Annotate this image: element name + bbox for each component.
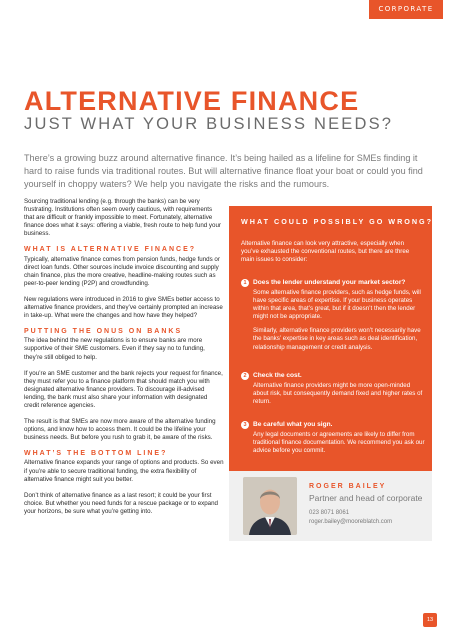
paragraph: Similarly, alternative finance providers won’t necessarily have the banks’ expertise in key areas such as deal identification, relationship management or credit analysis. <box>253 327 421 351</box>
paragraph: Alternative finance providers might be more open-minded about risk, but consequently demand fixed and higher rates of return. <box>253 382 423 406</box>
profile-photo <box>243 477 297 535</box>
paragraph: The idea behind the new regulations is to ensure banks are more supportive of their SME customers. Even if they say no to funding, they’re still obliged to help. <box>24 337 205 361</box>
article-intro: There’s a growing buzz around alternative finance. It’s being hailed as a lifeline for SMEs finding it hard to raise funds via traditional routes. But will alternative finance float your boat or could you find yourself in choppy waters? We help you navigate the risks and the rumours. <box>24 153 423 189</box>
paragraph: Sourcing traditional lending (e.g. through the banks) can be very frustrating. Institutions often seem overly cautious, with requirements that are difficult or frankly impossible to meet. Fortunately, alternative finance does what it says: offering a viable, fresh route to help fund your business. <box>24 198 221 238</box>
sidebar-item-body <box>253 289 425 358</box>
sidebar-intro: Alternative finance can look very attractive, especially when you’ve exhausted the conventional routes, but there are three main issues to consider: <box>241 240 410 264</box>
paragraph: Some alternative finance providers, such as hedge funds, will have specific areas of expertise. If your business operates within that area, that’s great, but if it doesn’t then the lender might not be appropriate. <box>253 289 421 321</box>
contact-phone[interactable]: 023 8071 8061 <box>309 510 350 516</box>
paragraph: New regulations were introduced in 2016 to give SMEs better access to alternative finance providers, and they’ve certainly prompted an increase in take-up. What were the changes and how have they helped? <box>24 295 223 320</box>
article-body <box>24 198 224 524</box>
contact-email[interactable]: roger.bailey@mooreblatch.com <box>309 519 393 525</box>
sidebar-box <box>229 206 432 471</box>
paragraph: Any legal documents or agreements are likely to differ from traditional finance documentation. We recommend you ask our advice before you commit. <box>253 431 425 455</box>
sidebar-item-body <box>253 431 425 461</box>
section-heading: PUTTING THE ONUS ON BANKS <box>24 328 183 336</box>
person-portrait-icon <box>243 477 297 535</box>
sidebar-heading: WHAT COULD POSSIBLY GO WRONG? <box>241 217 434 226</box>
paragraph: If you’re an SME customer and the bank rejects your request for finance, they must refer you to a finance platform that should match you with designated alternative finance providers. To discourage ill-advised lending, the bank must also share your information with designated credit reference agencies. <box>24 369 223 409</box>
number-badge: 1 <box>241 279 249 287</box>
sidebar-item-body <box>253 382 425 412</box>
page-number: 13 <box>423 613 437 627</box>
paragraph: Alternative finance expands your range of options and products. So even if you’re able to secure traditional funding, the extra flexibility of alternative finance might suit you better. <box>24 459 224 483</box>
sidebar-item-title: Be careful what you sign. <box>253 421 333 428</box>
contact-name: ROGER BAILEY <box>309 483 387 490</box>
number-badge: 3 <box>241 421 249 429</box>
section-heading: WHAT IS ALTERNATIVE FINANCE? <box>24 246 197 254</box>
number-badge: 2 <box>241 372 249 380</box>
section-tag: CORPORATE <box>369 0 443 19</box>
sidebar-item-title: Does the lender understand your market sector? <box>253 279 406 286</box>
contact-card <box>229 471 432 541</box>
article-subtitle: JUST WHAT YOUR BUSINESS NEEDS? <box>24 115 394 133</box>
article-title: ALTERNATIVE FINANCE <box>24 86 360 116</box>
paragraph: Typically, alternative finance comes from pension funds, hedge funds or direct loan funds. Other sources include invoice discounting and supply chain finance, plus the more creative, headline-making routes such as peer-to-peer lending (P2P) and crowdfunding. <box>24 255 220 287</box>
section-heading: WHAT’S THE BOTTOM LINE? <box>24 450 168 458</box>
paragraph: The result is that SMEs are now more aware of the alternative funding options, and know how to access them. It could be the lifeline your business needs. But before you rush to grab it, be aware of the risks. <box>24 418 216 442</box>
paragraph: Don’t think of alternative finance as a last resort; it could be your first choice. But whether you need funds for a rescue package or to expand your horizons, be sure what you’re getting into. <box>24 491 218 515</box>
sidebar-item-title: Check the cost. <box>253 372 302 379</box>
contact-role: Partner and head of corporate <box>309 493 423 503</box>
